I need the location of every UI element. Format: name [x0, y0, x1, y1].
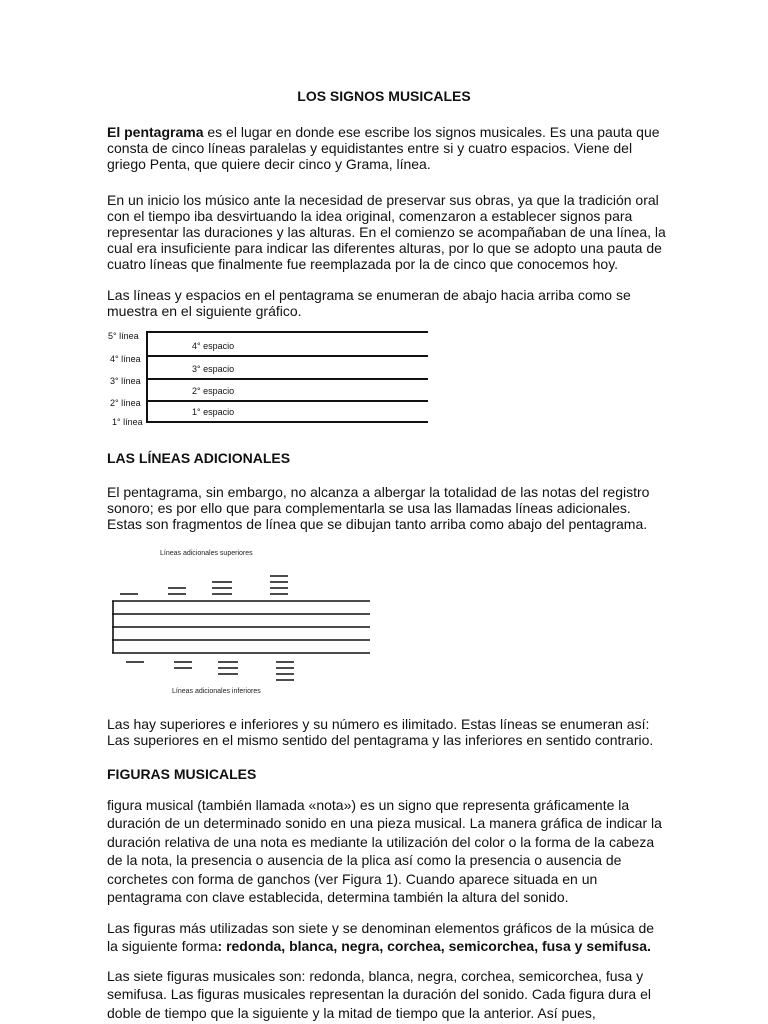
ledger-numbering-paragraph: Las hay superiores e inferiores y su número es ilimitado. Estas líneas se enumeran así: Las superiores en el mismo sentido del pentagrama y las inferiores en sentido contrario. — [107, 716, 654, 748]
ledger-lines-diagram — [108, 546, 374, 698]
line-label-2: 2° línea — [110, 398, 141, 408]
lower-ledger-lines — [126, 662, 294, 680]
space-label-1: 1° espacio — [192, 407, 235, 417]
space-label-3: 3° espacio — [192, 364, 235, 374]
ledger-diagram-staff — [112, 601, 370, 653]
history-paragraph: En un inicio los músico ante la necesidad de preservar sus obras, ya que la tradición oral con el tiempo iba desvirtuando la idea original, comenzaron a establecer signos para representar las duraciones y las alturas. En el comienzo se acompañaban de una línea, la cual era insuficiente para indicar las diferentes alturas, por lo que se adopto una pauta de cuatro líneas que finalmente fue reemplazada por la de cinco que conocemos hoy. — [107, 192, 666, 272]
numbering-paragraph: Las líneas y espacios en el pentagrama se enumeran de abajo hacia arriba como se muestra en el siguiente gráfico. — [107, 287, 631, 319]
line-label-1: 1° línea — [112, 417, 143, 426]
intro-text: es el lugar en donde ese escribe los signos musicales. Es una pauta que consta de cinco líneas paralelas y equidistantes entre si y cuatro espacios. Viene del griego Penta, que quiere decir cinco y Grama, línea. — [107, 124, 660, 172]
line-label-5: 5° línea — [108, 331, 139, 341]
seven-figures-paragraph: Las siete figuras musicales son: redonda, blanca, negra, corchea, semicorchea, fusa y semifusa. Las figuras musicales representan la duración del sonido. Cada figura dura el doble de tiempo que la siguiente y la mitad de tiempo que la anterior. Así pues, — [107, 968, 651, 1021]
musical-figures-heading: FIGURAS MUSICALES — [107, 766, 257, 782]
line-label-4: 4° línea — [110, 354, 141, 364]
space-label-4: 4° espacio — [192, 341, 235, 351]
intro-bold-term: El pentagrama — [107, 124, 204, 140]
line-label-3: 3° línea — [110, 376, 141, 386]
figures-used-list: : redonda, blanca, negra, corchea, semicorchea, fusa y semifusa. — [217, 938, 651, 955]
figures-used-text: Las figuras más utilizadas son siete y se denominan elementos gráficos de la música de la siguiente forma — [107, 920, 655, 955]
upper-ledger-label: Líneas adicionales superiores — [160, 550, 253, 557]
ledger-lines-paragraph: El pentagrama, sin embargo, no alcanza a albergar la totalidad de las notas del registro sonoro; es por ello que para complementarla se usa las llamadas líneas adicionales. Estas son fragmentos de línea que se dibujan tanto arriba como abajo del pentagrama. — [107, 484, 650, 532]
upper-ledger-lines — [120, 576, 288, 594]
ledger-lines-heading: LAS LÍNEAS ADICIONALES — [107, 450, 291, 466]
staff-numbering-diagram — [108, 328, 432, 426]
musical-figures-paragraph: figura musical (también llamada «nota») es un signo que representa gráficamente la duración de un determinado sonido en una pieza musical. La manera gráfica de indicar la duración relativa de una nota es mediante la utilización del color o la forma de la cabeza de la nota, la presencia o ausencia de la plica así como la presencia o ausencia de corchetes con forma de ganchos (ver Figura 1). Cuando aparece situada en un pentagrama con clave establecida, determina también la altura del sonido. — [107, 797, 662, 906]
intro-paragraph — [107, 124, 667, 172]
figures-used-paragraph — [107, 919, 667, 956]
page-title: LOS SIGNOS MUSICALES — [297, 88, 471, 104]
space-label-2: 2° espacio — [192, 386, 235, 396]
lower-ledger-label: Líneas adicionales inferiores — [172, 688, 261, 695]
